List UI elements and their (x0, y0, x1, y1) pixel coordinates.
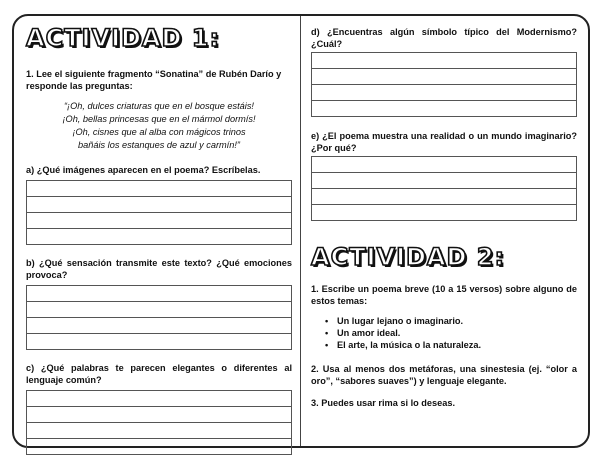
answer-line[interactable] (311, 85, 577, 101)
answer-lines-e[interactable] (311, 156, 577, 221)
answer-line[interactable] (26, 391, 292, 407)
activity-1-instruction: 1. Lee el siguiente fragmento “Sonatina” de Rubén Darío y responde las preguntas: (26, 69, 282, 91)
answer-line[interactable] (26, 407, 292, 423)
answer-line[interactable] (311, 53, 577, 69)
answer-line[interactable] (26, 334, 292, 350)
topic-item: • El arte, la música o la naturaleza. (325, 339, 577, 351)
topic-item: • Un amor ideal. (325, 327, 577, 339)
activity-1-title: ACTIVIDAD 1: (26, 24, 221, 52)
answer-line[interactable] (311, 173, 577, 189)
answer-line[interactable] (26, 286, 292, 302)
activity-2-item-1: 1. Escribe un poema breve (10 a 15 versos) sobre alguno de estos temas: (311, 284, 577, 306)
right-column (311, 26, 577, 409)
question-a: a) ¿Qué imágenes aparecen en el poema? Escríbelas. (26, 165, 261, 175)
answer-line[interactable] (26, 302, 292, 318)
poem-line: bañáis los estanques de azul y carmín!” (78, 140, 240, 150)
answer-line[interactable] (311, 69, 577, 85)
question-e: e) ¿El poema muestra una realidad o un mundo imaginario? ¿Por qué? (311, 131, 577, 153)
question-d: d) ¿Encuentras algún símbolo típico del Modernismo? ¿Cuál? (311, 27, 577, 49)
answer-line[interactable] (26, 318, 292, 334)
poem-line: ¡Oh, cisnes que al alba con mágicos trinos (72, 127, 246, 137)
poem-fragment (26, 100, 292, 152)
answer-lines-c[interactable] (26, 390, 292, 455)
activity-2-item-3: 3. Puedes usar rima si lo deseas. (311, 398, 456, 408)
answer-lines-d[interactable] (311, 52, 577, 117)
answer-line[interactable] (26, 181, 292, 197)
answer-line[interactable] (26, 197, 292, 213)
answer-line[interactable] (311, 101, 577, 117)
question-b: b) ¿Qué sensación transmite este texto? ¿Qué emociones provoca? (26, 258, 292, 280)
poem-line: “¡Oh, dulces criaturas que en el bosque estáis! (64, 101, 254, 111)
answer-line[interactable] (311, 157, 577, 173)
answer-lines-a[interactable] (26, 180, 292, 245)
answer-lines-b[interactable] (26, 285, 292, 350)
activity-2-item-2: 2. Usa al menos dos metáforas, una sinestesia (ej. “olor a oro”, “sabores suaves”) y lenguaje elegante. (311, 364, 577, 386)
column-divider (300, 16, 301, 446)
topic-item: • Un lugar lejano o imaginario. (325, 315, 577, 327)
poem-line: ¡Oh, bellas princesas que en el mármol dormís! (62, 114, 256, 124)
answer-line[interactable] (26, 439, 292, 455)
answer-line[interactable] (311, 205, 577, 221)
answer-line[interactable] (26, 229, 292, 245)
question-c: c) ¿Qué palabras te parecen elegantes o diferentes al lenguaje común? (26, 363, 292, 385)
topic-list (325, 315, 577, 351)
answer-line[interactable] (26, 423, 292, 439)
left-column (26, 24, 292, 455)
answer-line[interactable] (26, 213, 292, 229)
answer-line[interactable] (311, 189, 577, 205)
activity-2-title: ACTIVIDAD 2: (311, 243, 506, 271)
